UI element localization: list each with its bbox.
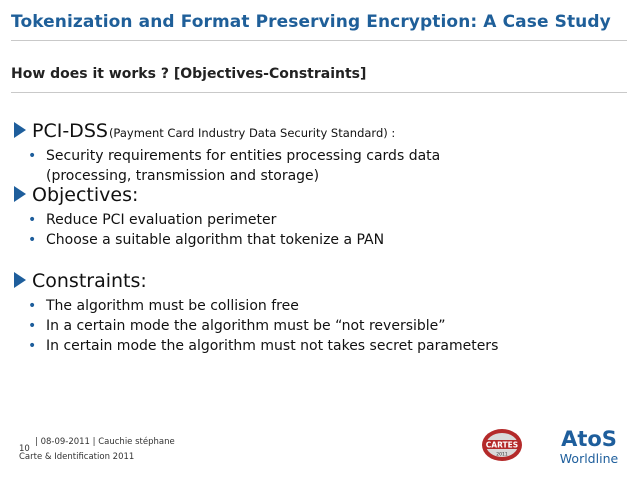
subtitle-divider [11, 92, 627, 93]
section-constraints [14, 270, 498, 356]
bullet-dot-icon: • [28, 298, 37, 314]
list-item [28, 316, 498, 336]
section-title-note: (Payment Card Industry Data Security Standard) : [108, 126, 396, 140]
section-heading [14, 184, 384, 206]
section-heading [14, 270, 498, 292]
list-item [28, 336, 498, 356]
list-item-text: In a certain mode the algorithm must be “not reversible” [46, 318, 446, 334]
title-divider [11, 40, 627, 41]
page-number: 10 [19, 444, 30, 454]
list-item-text: Reduce PCI evaluation perimeter [46, 212, 277, 228]
atos-logo-text: AtoS [561, 427, 617, 451]
list-item-text: Choose a suitable algorithm that tokenize a PAN [46, 232, 385, 248]
cartes-logo-text: CARTES [485, 440, 519, 450]
list-item [28, 210, 384, 230]
worldline-logo-text: Worldline [559, 451, 619, 466]
footer-event: Carte & Identification 2011 [19, 452, 135, 462]
list-item [28, 166, 440, 186]
section-title: Objectives: [32, 184, 139, 206]
section-pci-dss [14, 120, 440, 186]
list-item-text: In certain mode the algorithm must not takes secret parameters [46, 338, 499, 354]
section-heading [14, 120, 440, 142]
list-item-text: (processing, transmission and storage) [46, 168, 320, 184]
bullet-dot-icon: • [28, 338, 37, 354]
arrow-bullet-icon [14, 186, 26, 202]
cartes-logo-year: 2011 [496, 452, 508, 458]
list-item-text: The algorithm must be collision free [46, 298, 299, 314]
list-item [28, 146, 440, 166]
cartes-logo [480, 427, 524, 463]
section-title: PCI-DSS [32, 120, 108, 142]
bullet-list [28, 296, 498, 356]
bullet-dot-icon: • [28, 232, 37, 248]
slide-title: Tokenization and Format Preserving Encryption: A Case Study [11, 12, 611, 32]
list-item [28, 296, 498, 316]
section-objectives [14, 184, 384, 250]
arrow-bullet-icon [14, 122, 26, 138]
list-item [28, 230, 384, 250]
bullet-list [28, 146, 440, 186]
bullet-dot-icon: • [28, 212, 37, 228]
bullet-dot-icon: • [28, 318, 37, 334]
bullet-dot-icon: • [28, 148, 37, 164]
slide-subtitle: How does it works ? [Objectives-Constraints] [11, 66, 367, 82]
section-title: Constraints: [32, 270, 147, 292]
bullet-list [28, 210, 384, 250]
atos-worldline-logo [548, 426, 630, 468]
list-item-text: Security requirements for entities processing cards data [46, 148, 441, 164]
footer-info: | 08-09-2011 | Cauchie stéphane [35, 437, 175, 447]
arrow-bullet-icon [14, 272, 26, 288]
